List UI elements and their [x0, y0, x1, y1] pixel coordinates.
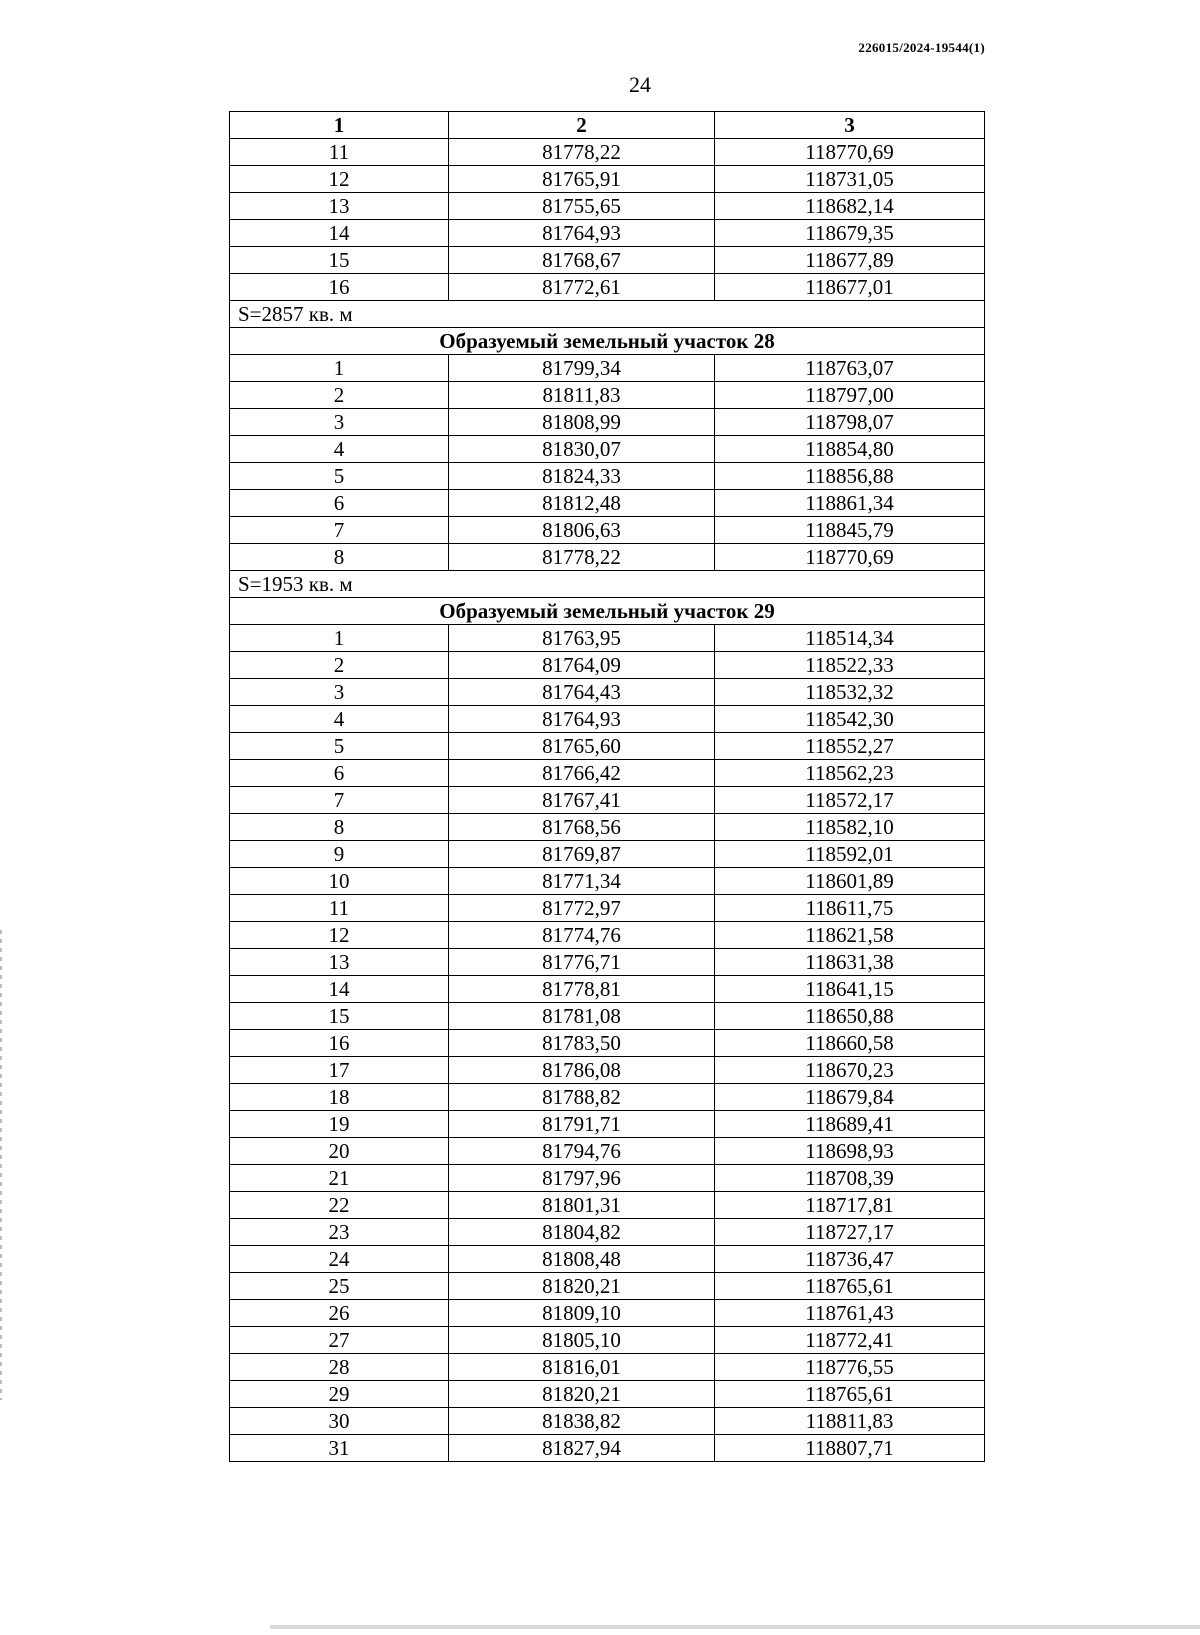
y-coordinate-cell: 118522,33	[715, 652, 985, 679]
area-row	[230, 571, 985, 598]
table-row	[230, 760, 985, 787]
point-number-cell: 5	[230, 733, 449, 760]
y-coordinate-cell: 118717,81	[715, 1192, 985, 1219]
y-coordinate-cell: 118641,15	[715, 976, 985, 1003]
y-coordinate-cell: 118582,10	[715, 814, 985, 841]
point-number-cell: 30	[230, 1408, 449, 1435]
y-coordinate-cell: 118807,71	[715, 1435, 985, 1462]
page-number: 24	[629, 72, 651, 97]
x-coordinate-cell: 81769,87	[449, 841, 715, 868]
x-coordinate-cell: 81755,65	[449, 193, 715, 220]
y-coordinate-cell: 118854,80	[715, 436, 985, 463]
point-number-cell: 7	[230, 517, 449, 544]
point-number-cell: 3	[230, 409, 449, 436]
table-row	[230, 625, 985, 652]
point-number-cell: 16	[230, 1030, 449, 1057]
y-coordinate-cell: 118542,30	[715, 706, 985, 733]
section-title-row	[230, 598, 985, 625]
table-row	[230, 1327, 985, 1354]
table-row	[230, 868, 985, 895]
point-number-cell: 28	[230, 1354, 449, 1381]
x-coordinate-cell: 81799,34	[449, 355, 715, 382]
x-coordinate-cell: 81764,93	[449, 220, 715, 247]
point-number-cell: 10	[230, 868, 449, 895]
point-number-cell: 8	[230, 544, 449, 571]
table-row	[230, 1057, 985, 1084]
table-row	[230, 679, 985, 706]
x-coordinate-cell: 81809,10	[449, 1300, 715, 1327]
x-coordinate-cell: 81801,31	[449, 1192, 715, 1219]
table-row	[230, 517, 985, 544]
x-coordinate-cell: 81768,67	[449, 247, 715, 274]
x-coordinate-cell: 81781,08	[449, 1003, 715, 1030]
x-coordinate-cell: 81764,93	[449, 706, 715, 733]
table-row	[230, 841, 985, 868]
point-number-cell: 15	[230, 1003, 449, 1030]
point-number-cell: 24	[230, 1246, 449, 1273]
y-coordinate-cell: 118765,61	[715, 1273, 985, 1300]
x-coordinate-cell: 81820,21	[449, 1381, 715, 1408]
point-number-cell: 2	[230, 652, 449, 679]
table-row	[230, 382, 985, 409]
y-coordinate-cell: 118592,01	[715, 841, 985, 868]
point-number-cell: 17	[230, 1057, 449, 1084]
y-coordinate-cell: 118621,58	[715, 922, 985, 949]
area-value: S=2857 кв. м	[230, 301, 985, 328]
table-row	[230, 733, 985, 760]
point-number-cell: 6	[230, 490, 449, 517]
table-row	[230, 1084, 985, 1111]
x-coordinate-cell: 81768,56	[449, 814, 715, 841]
x-coordinate-cell: 81838,82	[449, 1408, 715, 1435]
x-coordinate-cell: 81811,83	[449, 382, 715, 409]
x-coordinate-cell: 81783,50	[449, 1030, 715, 1057]
column-header-x: 2	[449, 112, 715, 139]
section-title: Образуемый земельный участок 28	[230, 328, 985, 355]
point-number-cell: 23	[230, 1219, 449, 1246]
scan-edge-mark	[0, 930, 2, 1400]
y-coordinate-cell: 118761,43	[715, 1300, 985, 1327]
y-coordinate-cell: 118845,79	[715, 517, 985, 544]
x-coordinate-cell: 81788,82	[449, 1084, 715, 1111]
table-row	[230, 922, 985, 949]
y-coordinate-cell: 118698,93	[715, 1138, 985, 1165]
table-row	[230, 544, 985, 571]
x-coordinate-cell: 81767,41	[449, 787, 715, 814]
point-number-cell: 22	[230, 1192, 449, 1219]
y-coordinate-cell: 118552,27	[715, 733, 985, 760]
column-header-point-number: 1	[230, 112, 449, 139]
y-coordinate-cell: 118763,07	[715, 355, 985, 382]
x-coordinate-cell: 81766,42	[449, 760, 715, 787]
point-number-cell: 26	[230, 1300, 449, 1327]
x-coordinate-cell: 81778,22	[449, 544, 715, 571]
x-coordinate-cell: 81772,61	[449, 274, 715, 301]
table-row	[230, 706, 985, 733]
y-coordinate-cell: 118776,55	[715, 1354, 985, 1381]
table-row	[230, 652, 985, 679]
y-coordinate-cell: 118631,38	[715, 949, 985, 976]
point-number-cell: 2	[230, 382, 449, 409]
point-number-cell: 15	[230, 247, 449, 274]
x-coordinate-cell: 81771,34	[449, 868, 715, 895]
x-coordinate-cell: 81778,22	[449, 139, 715, 166]
x-coordinate-cell: 81808,48	[449, 1246, 715, 1273]
y-coordinate-cell: 118562,23	[715, 760, 985, 787]
x-coordinate-cell: 81812,48	[449, 490, 715, 517]
y-coordinate-cell: 118861,34	[715, 490, 985, 517]
x-coordinate-cell: 81794,76	[449, 1138, 715, 1165]
y-coordinate-cell: 118601,89	[715, 868, 985, 895]
x-coordinate-cell: 81765,91	[449, 166, 715, 193]
x-coordinate-cell: 81806,63	[449, 517, 715, 544]
x-coordinate-cell: 81805,10	[449, 1327, 715, 1354]
coordinates-table	[229, 111, 985, 1462]
table-row	[230, 409, 985, 436]
point-number-cell: 11	[230, 139, 449, 166]
area-value: S=1953 кв. м	[230, 571, 985, 598]
point-number-cell: 7	[230, 787, 449, 814]
table-row	[230, 1435, 985, 1462]
table-row	[230, 976, 985, 1003]
point-number-cell: 6	[230, 760, 449, 787]
point-number-cell: 13	[230, 193, 449, 220]
y-coordinate-cell: 118679,35	[715, 220, 985, 247]
y-coordinate-cell: 118770,69	[715, 139, 985, 166]
point-number-cell: 14	[230, 976, 449, 1003]
table-header-row	[230, 112, 985, 139]
point-number-cell: 12	[230, 922, 449, 949]
scan-bottom-edge	[270, 1625, 1200, 1629]
y-coordinate-cell: 118798,07	[715, 409, 985, 436]
table-row	[230, 139, 985, 166]
y-coordinate-cell: 118811,83	[715, 1408, 985, 1435]
y-coordinate-cell: 118770,69	[715, 544, 985, 571]
table-row	[230, 166, 985, 193]
x-coordinate-cell: 81763,95	[449, 625, 715, 652]
x-coordinate-cell: 81764,09	[449, 652, 715, 679]
point-number-cell: 4	[230, 706, 449, 733]
point-number-cell: 5	[230, 463, 449, 490]
area-row	[230, 301, 985, 328]
table-row	[230, 355, 985, 382]
y-coordinate-cell: 118797,00	[715, 382, 985, 409]
x-coordinate-cell: 81808,99	[449, 409, 715, 436]
table-row	[230, 1246, 985, 1273]
point-number-cell: 1	[230, 355, 449, 382]
point-number-cell: 16	[230, 274, 449, 301]
point-number-cell: 20	[230, 1138, 449, 1165]
table-row	[230, 1030, 985, 1057]
x-coordinate-cell: 81797,96	[449, 1165, 715, 1192]
point-number-cell: 12	[230, 166, 449, 193]
x-coordinate-cell: 81765,60	[449, 733, 715, 760]
y-coordinate-cell: 118772,41	[715, 1327, 985, 1354]
x-coordinate-cell: 81830,07	[449, 436, 715, 463]
y-coordinate-cell: 118731,05	[715, 166, 985, 193]
x-coordinate-cell: 81804,82	[449, 1219, 715, 1246]
y-coordinate-cell: 118708,39	[715, 1165, 985, 1192]
point-number-cell: 13	[230, 949, 449, 976]
x-coordinate-cell: 81776,71	[449, 949, 715, 976]
y-coordinate-cell: 118765,61	[715, 1381, 985, 1408]
y-coordinate-cell: 118670,23	[715, 1057, 985, 1084]
x-coordinate-cell: 81816,01	[449, 1354, 715, 1381]
x-coordinate-cell: 81824,33	[449, 463, 715, 490]
table-body	[230, 139, 985, 1462]
y-coordinate-cell: 118650,88	[715, 1003, 985, 1030]
x-coordinate-cell: 81774,76	[449, 922, 715, 949]
table-row	[230, 193, 985, 220]
x-coordinate-cell: 81820,21	[449, 1273, 715, 1300]
point-number-cell: 8	[230, 814, 449, 841]
section-title-row	[230, 328, 985, 355]
table-row	[230, 490, 985, 517]
point-number-cell: 14	[230, 220, 449, 247]
table-row	[230, 1354, 985, 1381]
point-number-cell: 29	[230, 1381, 449, 1408]
point-number-cell: 11	[230, 895, 449, 922]
section-title: Образуемый земельный участок 29	[230, 598, 985, 625]
table-row	[230, 1381, 985, 1408]
table-row	[230, 1165, 985, 1192]
y-coordinate-cell: 118677,89	[715, 247, 985, 274]
y-coordinate-cell: 118514,34	[715, 625, 985, 652]
x-coordinate-cell: 81764,43	[449, 679, 715, 706]
table-row	[230, 949, 985, 976]
table-row	[230, 1219, 985, 1246]
point-number-cell: 18	[230, 1084, 449, 1111]
x-coordinate-cell: 81786,08	[449, 1057, 715, 1084]
table-row	[230, 787, 985, 814]
point-number-cell: 25	[230, 1273, 449, 1300]
y-coordinate-cell: 118677,01	[715, 274, 985, 301]
point-number-cell: 9	[230, 841, 449, 868]
y-coordinate-cell: 118856,88	[715, 463, 985, 490]
point-number-cell: 19	[230, 1111, 449, 1138]
y-coordinate-cell: 118532,32	[715, 679, 985, 706]
y-coordinate-cell: 118611,75	[715, 895, 985, 922]
table-row	[230, 1003, 985, 1030]
point-number-cell: 3	[230, 679, 449, 706]
y-coordinate-cell: 118660,58	[715, 1030, 985, 1057]
y-coordinate-cell: 118572,17	[715, 787, 985, 814]
column-header-y: 3	[715, 112, 985, 139]
y-coordinate-cell: 118727,17	[715, 1219, 985, 1246]
table-row	[230, 1408, 985, 1435]
x-coordinate-cell: 81778,81	[449, 976, 715, 1003]
y-coordinate-cell: 118679,84	[715, 1084, 985, 1111]
table-row	[230, 1273, 985, 1300]
point-number-cell: 27	[230, 1327, 449, 1354]
table-row	[230, 814, 985, 841]
table-row	[230, 220, 985, 247]
x-coordinate-cell: 81827,94	[449, 1435, 715, 1462]
point-number-cell: 1	[230, 625, 449, 652]
y-coordinate-cell: 118736,47	[715, 1246, 985, 1273]
table-row	[230, 274, 985, 301]
table-row	[230, 247, 985, 274]
table-row	[230, 436, 985, 463]
y-coordinate-cell: 118689,41	[715, 1111, 985, 1138]
table-row	[230, 1300, 985, 1327]
table-row	[230, 463, 985, 490]
table-row	[230, 1111, 985, 1138]
table-row	[230, 1192, 985, 1219]
point-number-cell: 21	[230, 1165, 449, 1192]
table-row	[230, 895, 985, 922]
point-number-cell: 31	[230, 1435, 449, 1462]
x-coordinate-cell: 81791,71	[449, 1111, 715, 1138]
document-registration-number: 226015/2024-19544(1)	[858, 40, 985, 55]
table-row	[230, 1138, 985, 1165]
point-number-cell: 4	[230, 436, 449, 463]
y-coordinate-cell: 118682,14	[715, 193, 985, 220]
x-coordinate-cell: 81772,97	[449, 895, 715, 922]
